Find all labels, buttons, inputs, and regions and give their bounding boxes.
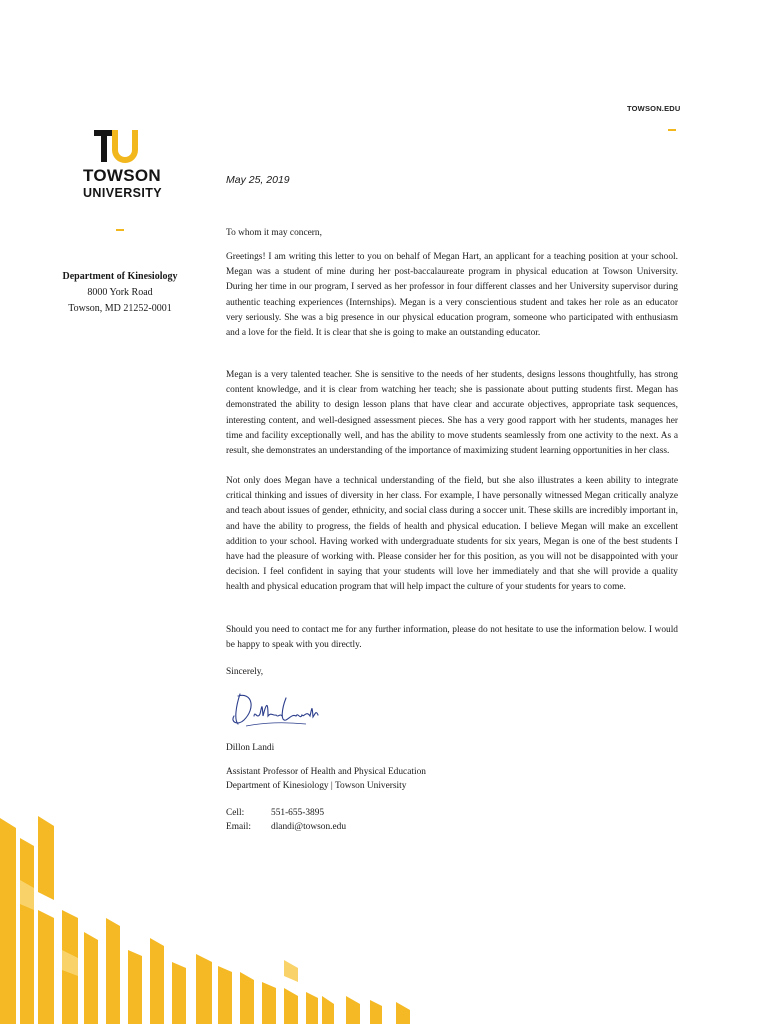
signer-title-block	[226, 766, 426, 793]
towson-logo-mark	[82, 128, 162, 168]
closing: Sincerely,	[226, 667, 264, 677]
department-city: Towson, MD 21252-0001	[68, 303, 172, 314]
department-name: Department of Kinesiology	[62, 271, 178, 282]
paragraph-2: Megan is a very talented teacher. She is sensitive to the needs of her students, designs lessons thoughtfully, has strong content knowledge, and it is clear from watching her teach; she is passionate about putting students first. Megan has demonstrated the ability to design lesson plans that have clear and accurate objectives, appropriate task sequences, interesting content, and well-designed assessment pieces. She has a very good rapport with her students, manages her time and facility exceptionally well, and has the ability to move students seamlessly from one activity to the next. As a result, she demonstrates an understanding of the importance of maximizing student learning opportunities in her class.	[226, 370, 678, 457]
salutation: To whom it may concern,	[226, 228, 322, 238]
header-accent-dash	[668, 129, 676, 131]
department-address	[48, 269, 192, 317]
signer-affiliation: Department of Kinesiology | Towson University	[226, 780, 407, 791]
cell-label: Cell:	[226, 808, 245, 818]
department-street: 8000 York Road	[87, 287, 153, 298]
letter-date: May 25, 2019	[226, 174, 290, 186]
signer-name-block	[226, 742, 274, 756]
signature-icon	[226, 686, 326, 732]
paragraph-4: Should you need to contact me for any further information, please do not hesitate to use the information below. I would be happy to speak with you directly.	[226, 625, 678, 651]
paragraph-3: Not only does Megan have a technical understanding of the field, but she also illustrates a keen ability to integrate critical thinking and issues of diversity in her class. For example, I have personally witnessed Megan critically analyze and teach about issues of gender, ethnicity, and social class during a soccer unit. These skills are incredibly important in, and have the ability to progress, the fields of health and physical education. I believe Megan will make an excellent addition to your school. Having worked with undergraduate students for six years, Megan is one of the best students I have had the pleasure of working with. Please consider her for this position, as you will not be disappointed with your decision. I feel confident in saying that your students will love her immediately and that she will provide a quality health and physical education program that will help impact the culture of your students for years to come.	[226, 476, 678, 593]
cell-number: 551-655-3895	[271, 808, 325, 818]
email-address: dlandi@towson.edu	[271, 821, 347, 832]
decorative-stripes-icon	[0, 800, 430, 1024]
logo-university: UNIVERSITY	[83, 186, 163, 200]
signer-name: Dillon Landi	[226, 743, 275, 753]
website-url: TOWSON.EDU	[627, 104, 681, 113]
logo-accent-dash	[116, 229, 124, 231]
signer-title: Assistant Professor of Health and Physical Education	[226, 767, 426, 777]
tu-monogram-icon	[94, 130, 138, 163]
logo-towson: TOWSON	[83, 166, 161, 185]
email-label: Email:	[226, 821, 251, 832]
paragraph-1: Greetings! I am writing this letter to you on behalf of Megan Hart, an applicant for a teaching position at your school. Megan was a student of mine during her post-baccalaureate program in physical education at Towson University. During her time in our program, I served as her professor in four different classes and her University supervisor during authentic teaching experiences (Internships). Megan is a very conscientious student and takes her role as an educator very seriously. She was a big presence in our physical education program, someone who participated with enthusiasm and a love for the field. It is clear that she is going to make an outstanding educator.	[226, 252, 678, 339]
